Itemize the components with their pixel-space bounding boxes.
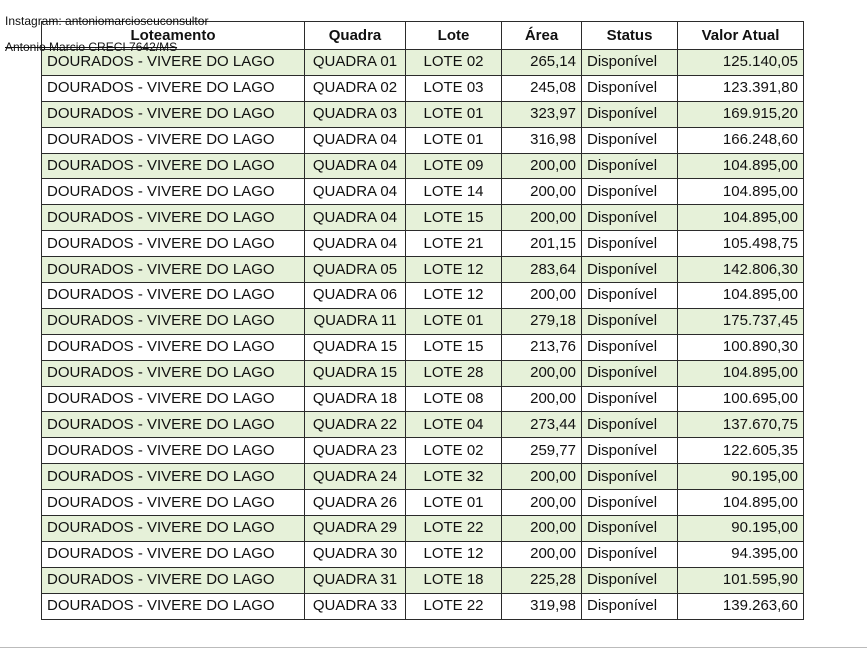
cell-loteamento: DOURADOS - VIVERE DO LAGO (42, 257, 305, 283)
cell-quadra: QUADRA 04 (305, 231, 406, 257)
cell-quadra: QUADRA 03 (305, 101, 406, 127)
cell-loteamento: DOURADOS - VIVERE DO LAGO (42, 464, 305, 490)
cell-loteamento: DOURADOS - VIVERE DO LAGO (42, 231, 305, 257)
cell-area: 200,00 (502, 179, 582, 205)
cell-quadra: QUADRA 22 (305, 412, 406, 438)
cell-status: Disponível (582, 179, 678, 205)
cell-lote: LOTE 21 (406, 231, 502, 257)
cell-loteamento: DOURADOS - VIVERE DO LAGO (42, 541, 305, 567)
cell-valor-atual: 90.195,00 (678, 516, 804, 542)
cell-valor-atual: 104.895,00 (678, 153, 804, 179)
cell-status: Disponível (582, 386, 678, 412)
cell-area: 200,00 (502, 541, 582, 567)
cell-valor-atual: 105.498,75 (678, 231, 804, 257)
table-row (42, 153, 804, 179)
cell-valor-atual: 101.595,90 (678, 567, 804, 593)
cell-loteamento: DOURADOS - VIVERE DO LAGO (42, 50, 305, 76)
cell-status: Disponível (582, 490, 678, 516)
cell-lote: LOTE 12 (406, 283, 502, 309)
cell-area: 200,00 (502, 464, 582, 490)
cell-valor-atual: 104.895,00 (678, 205, 804, 231)
cell-area: 200,00 (502, 153, 582, 179)
table-row (42, 283, 804, 309)
cell-lote: LOTE 09 (406, 153, 502, 179)
cell-area: 200,00 (502, 386, 582, 412)
cell-area: 323,97 (502, 101, 582, 127)
header-quadra: Quadra (305, 22, 406, 50)
table-row (42, 308, 804, 334)
cell-lote: LOTE 01 (406, 308, 502, 334)
cell-valor-atual: 100.695,00 (678, 386, 804, 412)
cell-quadra: QUADRA 26 (305, 490, 406, 516)
cell-valor-atual: 142.806,30 (678, 257, 804, 283)
table-row (42, 464, 804, 490)
cell-status: Disponível (582, 153, 678, 179)
cell-valor-atual: 137.670,75 (678, 412, 804, 438)
cell-lote: LOTE 22 (406, 516, 502, 542)
cell-valor-atual: 125.140,05 (678, 50, 804, 76)
cell-status: Disponível (582, 231, 678, 257)
cell-valor-atual: 104.895,00 (678, 283, 804, 309)
cell-area: 316,98 (502, 127, 582, 153)
table-row (42, 127, 804, 153)
cell-loteamento: DOURADOS - VIVERE DO LAGO (42, 101, 305, 127)
cell-lote: LOTE 08 (406, 386, 502, 412)
cell-status: Disponível (582, 101, 678, 127)
cell-lote: LOTE 12 (406, 541, 502, 567)
cell-lote: LOTE 14 (406, 179, 502, 205)
table-row (42, 231, 804, 257)
cell-lote: LOTE 04 (406, 412, 502, 438)
cell-lote: LOTE 02 (406, 438, 502, 464)
agent-watermark-text: Antonio Marcio CRECI 7642/MS (5, 40, 178, 54)
table-row (42, 360, 804, 386)
cell-quadra: QUADRA 11 (305, 308, 406, 334)
cell-area: 200,00 (502, 516, 582, 542)
cell-loteamento: DOURADOS - VIVERE DO LAGO (42, 153, 305, 179)
cell-valor-atual: 104.895,00 (678, 490, 804, 516)
cell-status: Disponível (582, 438, 678, 464)
cell-lote: LOTE 15 (406, 334, 502, 360)
table-row (42, 412, 804, 438)
cell-area: 200,00 (502, 205, 582, 231)
table-row (42, 179, 804, 205)
cell-quadra: QUADRA 04 (305, 153, 406, 179)
table-row (42, 541, 804, 567)
cell-loteamento: DOURADOS - VIVERE DO LAGO (42, 308, 305, 334)
cell-status: Disponível (582, 593, 678, 619)
header-lote: Lote (406, 22, 502, 50)
cell-status: Disponível (582, 360, 678, 386)
table-row (42, 205, 804, 231)
cell-status: Disponível (582, 205, 678, 231)
lots-table (41, 21, 804, 620)
cell-loteamento: DOURADOS - VIVERE DO LAGO (42, 179, 305, 205)
cell-valor-atual: 94.395,00 (678, 541, 804, 567)
cell-status: Disponível (582, 283, 678, 309)
cell-valor-atual: 104.895,00 (678, 360, 804, 386)
table-row (42, 567, 804, 593)
cell-loteamento: DOURADOS - VIVERE DO LAGO (42, 438, 305, 464)
cell-valor-atual: 90.195,00 (678, 464, 804, 490)
cell-valor-atual: 100.890,30 (678, 334, 804, 360)
cell-quadra: QUADRA 23 (305, 438, 406, 464)
cell-status: Disponível (582, 127, 678, 153)
cell-status: Disponível (582, 541, 678, 567)
cell-area: 283,64 (502, 257, 582, 283)
cell-loteamento: DOURADOS - VIVERE DO LAGO (42, 386, 305, 412)
cell-loteamento: DOURADOS - VIVERE DO LAGO (42, 567, 305, 593)
header-valor-atual: Valor Atual (678, 22, 804, 50)
cell-area: 200,00 (502, 283, 582, 309)
cell-lote: LOTE 15 (406, 205, 502, 231)
cell-quadra: QUADRA 01 (305, 50, 406, 76)
cell-quadra: QUADRA 02 (305, 75, 406, 101)
cell-status: Disponível (582, 567, 678, 593)
cell-area: 265,14 (502, 50, 582, 76)
agent-watermark (5, 40, 177, 54)
cell-lote: LOTE 12 (406, 257, 502, 283)
cell-quadra: QUADRA 05 (305, 257, 406, 283)
header-loteamento: Loteamento (42, 22, 305, 50)
cell-area: 259,77 (502, 438, 582, 464)
cell-area: 201,15 (502, 231, 582, 257)
cell-lote: LOTE 03 (406, 75, 502, 101)
cell-status: Disponível (582, 464, 678, 490)
cell-valor-atual: 122.605,35 (678, 438, 804, 464)
cell-loteamento: DOURADOS - VIVERE DO LAGO (42, 283, 305, 309)
cell-lote: LOTE 01 (406, 127, 502, 153)
cell-valor-atual: 123.391,80 (678, 75, 804, 101)
cell-status: Disponível (582, 334, 678, 360)
cell-valor-atual: 169.915,20 (678, 101, 804, 127)
cell-quadra: QUADRA 15 (305, 334, 406, 360)
cell-loteamento: DOURADOS - VIVERE DO LAGO (42, 516, 305, 542)
cell-area: 200,00 (502, 360, 582, 386)
cell-area: 319,98 (502, 593, 582, 619)
cell-status: Disponível (582, 75, 678, 101)
cell-loteamento: DOURADOS - VIVERE DO LAGO (42, 593, 305, 619)
cell-quadra: QUADRA 15 (305, 360, 406, 386)
cell-quadra: QUADRA 04 (305, 127, 406, 153)
cell-loteamento: DOURADOS - VIVERE DO LAGO (42, 75, 305, 101)
cell-status: Disponível (582, 257, 678, 283)
cell-valor-atual: 139.263,60 (678, 593, 804, 619)
cell-area: 279,18 (502, 308, 582, 334)
table-row (42, 386, 804, 412)
cell-status: Disponível (582, 308, 678, 334)
instagram-watermark: Instagram: antoniomarcioseuconsultor (5, 14, 209, 28)
cell-quadra: QUADRA 33 (305, 593, 406, 619)
header-area: Área (502, 22, 582, 50)
cell-status: Disponível (582, 50, 678, 76)
cell-quadra: QUADRA 04 (305, 179, 406, 205)
cell-lote: LOTE 01 (406, 101, 502, 127)
header-status: Status (582, 22, 678, 50)
cell-quadra: QUADRA 29 (305, 516, 406, 542)
cell-quadra: QUADRA 06 (305, 283, 406, 309)
cell-status: Disponível (582, 412, 678, 438)
cell-lote: LOTE 28 (406, 360, 502, 386)
cell-lote: LOTE 22 (406, 593, 502, 619)
table-row (42, 334, 804, 360)
cell-lote: LOTE 02 (406, 50, 502, 76)
table-body (42, 50, 804, 620)
cell-lote: LOTE 01 (406, 490, 502, 516)
cell-loteamento: DOURADOS - VIVERE DO LAGO (42, 127, 305, 153)
cell-valor-atual: 166.248,60 (678, 127, 804, 153)
cell-area: 273,44 (502, 412, 582, 438)
cell-valor-atual: 104.895,00 (678, 179, 804, 205)
table-row (42, 593, 804, 619)
table-row (42, 101, 804, 127)
cell-valor-atual: 175.737,45 (678, 308, 804, 334)
cell-quadra: QUADRA 31 (305, 567, 406, 593)
cell-quadra: QUADRA 04 (305, 205, 406, 231)
bottom-divider (0, 647, 867, 648)
cell-lote: LOTE 18 (406, 567, 502, 593)
cell-area: 200,00 (502, 490, 582, 516)
cell-loteamento: DOURADOS - VIVERE DO LAGO (42, 412, 305, 438)
cell-loteamento: DOURADOS - VIVERE DO LAGO (42, 490, 305, 516)
table-row (42, 516, 804, 542)
table-row (42, 75, 804, 101)
cell-quadra: QUADRA 18 (305, 386, 406, 412)
cell-area: 225,28 (502, 567, 582, 593)
cell-quadra: QUADRA 30 (305, 541, 406, 567)
cell-loteamento: DOURADOS - VIVERE DO LAGO (42, 334, 305, 360)
cell-area: 245,08 (502, 75, 582, 101)
table-row (42, 257, 804, 283)
cell-status: Disponível (582, 516, 678, 542)
table-row (42, 490, 804, 516)
cell-loteamento: DOURADOS - VIVERE DO LAGO (42, 360, 305, 386)
table-row (42, 438, 804, 464)
cell-quadra: QUADRA 24 (305, 464, 406, 490)
cell-lote: LOTE 32 (406, 464, 502, 490)
cell-loteamento: DOURADOS - VIVERE DO LAGO (42, 205, 305, 231)
cell-area: 213,76 (502, 334, 582, 360)
